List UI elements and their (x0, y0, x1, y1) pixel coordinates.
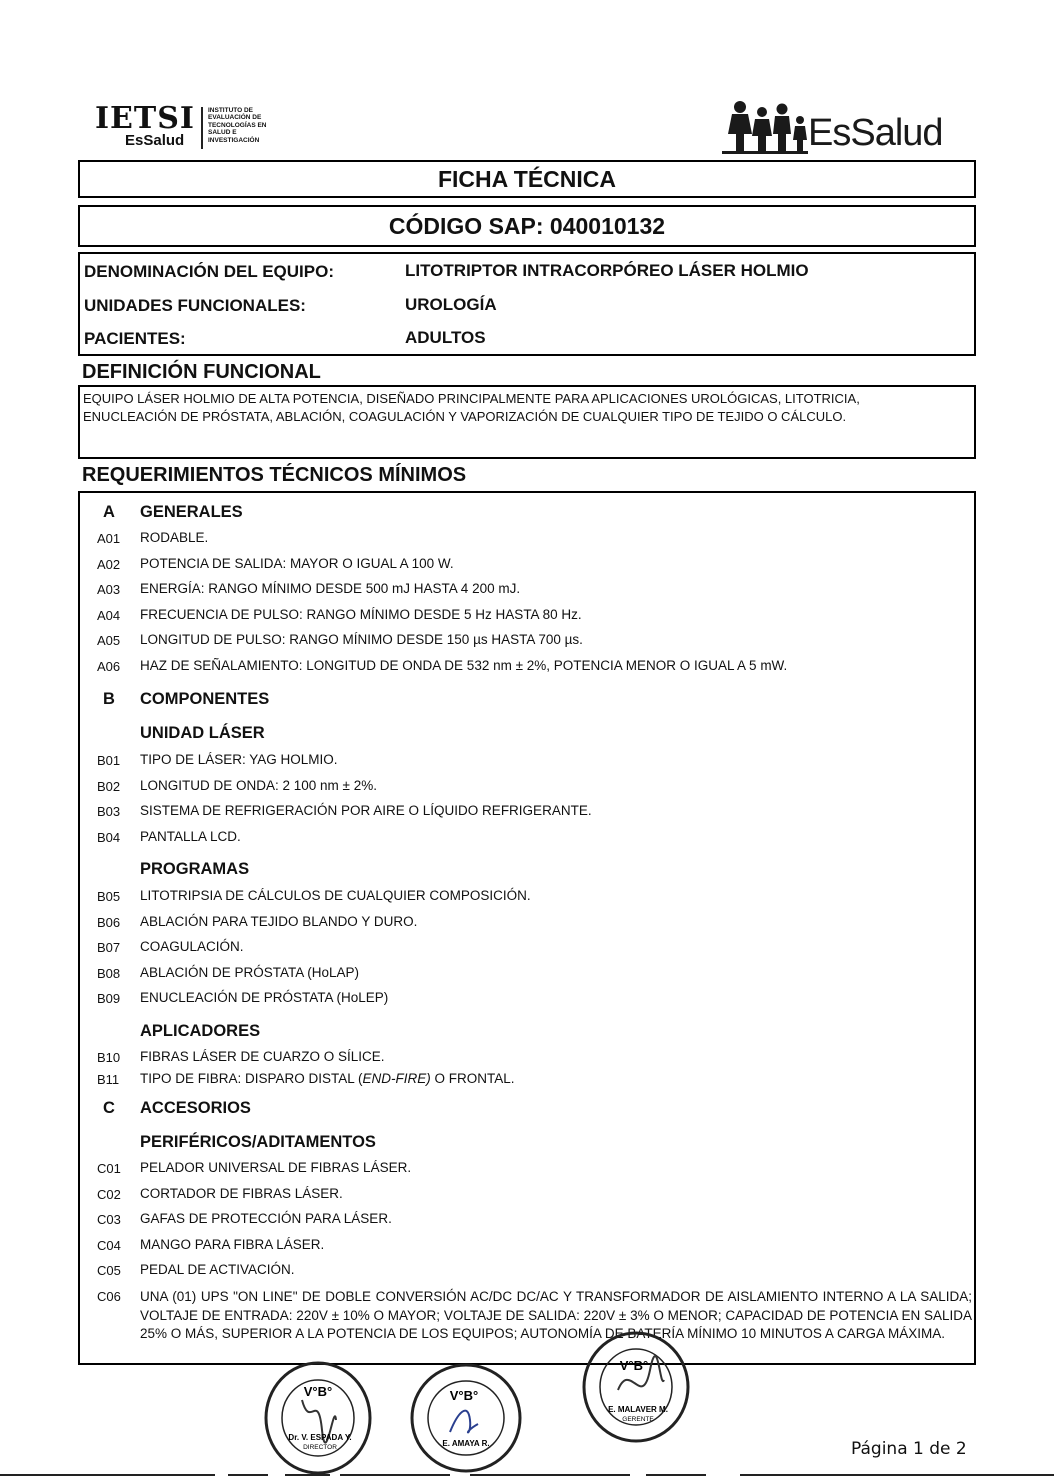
seal-name: Dr. V. ESPADA Y. (288, 1433, 352, 1442)
seal-vb-label: V°B° (619, 1358, 649, 1373)
seal-subgerente (408, 1362, 524, 1474)
seal-director (262, 1360, 374, 1476)
definicion-box (78, 385, 976, 459)
item-text: FIBRAS LÁSER DE CUARZO O SÍLICE. (140, 1049, 385, 1064)
unidades-value: UROLOGÍA (405, 295, 497, 314)
denominacion-label: DENOMINACIÓN DEL EQUIPO: (84, 262, 334, 281)
item-text: LITOTRIPSIA DE CÁLCULOS DE CUALQUIER COMPOSICIÓN. (140, 888, 531, 903)
item-text: PANTALLA LCD. (140, 829, 241, 844)
item-code: C06 (97, 1289, 121, 1304)
section-accesorios: ACCESORIOS (140, 1099, 251, 1117)
item-text: FRECUENCIA DE PULSO: RANGO MÍNIMO DESDE 5 Hz HASTA 80 Hz. (140, 607, 582, 622)
item-code: A02 (97, 557, 121, 572)
seal-name: E. AMAYA R. (442, 1439, 490, 1448)
page-number: Página 1 de 2 (851, 1439, 967, 1459)
section-componentes: COMPONENTES (140, 690, 270, 708)
definicion-title: DEFINICIÓN FUNCIONAL (82, 361, 321, 383)
item-code: A01 (97, 531, 121, 546)
seal-role: GERENTE (622, 1416, 654, 1423)
sap-code: CÓDIGO SAP: 040010132 (78, 205, 976, 247)
section-letter-a: A (103, 503, 115, 521)
pacientes-value: ADULTOS (405, 328, 486, 347)
item-code: C04 (97, 1238, 121, 1253)
item-text: ABLACIÓN PARA TEJIDO BLANDO Y DURO. (140, 914, 418, 929)
item-code: B08 (97, 966, 121, 981)
item-code: A04 (97, 608, 121, 623)
item-code: B09 (97, 991, 121, 1006)
item-text: MANGO PARA FIBRA LÁSER. (140, 1237, 325, 1252)
subsection-unidad-laser: UNIDAD LÁSER (140, 724, 265, 742)
page-bottom-edge (0, 1474, 1054, 1478)
item-code: B11 (97, 1072, 120, 1087)
item-code: B04 (97, 830, 121, 845)
seal-vb-label: V°B° (449, 1388, 479, 1403)
section-generales: GENERALES (140, 503, 243, 521)
item-code: C05 (97, 1263, 121, 1278)
item-text: POTENCIA DE SALIDA: MAYOR O IGUAL A 100 W. (140, 556, 454, 571)
denominacion-value: LITOTRIPTOR INTRACORPÓREO LÁSER HOLMIO (405, 261, 809, 280)
requerimientos-box (78, 491, 976, 1365)
item-text: CORTADOR DE FIBRAS LÁSER. (140, 1186, 343, 1201)
item-code: B06 (97, 915, 121, 930)
item-text: GAFAS DE PROTECCIÓN PARA LÁSER. (140, 1211, 392, 1226)
document-title: FICHA TÉCNICA (78, 160, 976, 198)
item-text: ENUCLEACIÓN DE PRÓSTATA (HoLEP) (140, 990, 389, 1005)
item-code: B07 (97, 940, 121, 955)
item-text: ENERGÍA: RANGO MÍNIMO DESDE 500 mJ HASTA 4 200 mJ. (140, 581, 521, 596)
item-code: C02 (97, 1187, 121, 1202)
seal-gerente (580, 1330, 692, 1444)
item-text: PELADOR UNIVERSAL DE FIBRAS LÁSER. (140, 1160, 412, 1175)
seal-role: DIRECTOR (303, 1444, 337, 1451)
item-text: UNA (01) UPS "ON LINE" DE DOBLE CONVERSIÓN AC/DC DC/AC Y TRANSFORMADOR DE AISLAMIENTO INTERNO A LA SALIDA; VOLTAJE DE ENTRADA: 220V ± 10% O MAYOR; VOLTAJE DE SALIDA: 220V ± 3% O MENOR; CAPACIDAD DE POTENCIA EN SALIDA 25% O MÁS, SUPERIOR A LA POTENCIA DE LOS EQUIPOS; AUTONOMÍA DE BATERÍA MÍNIMO 10 MINUTOS A CARGA MÁXIMA. (140, 1289, 972, 1341)
essalud-logo: EsSalud (808, 112, 943, 154)
item-text: PEDAL DE ACTIVACIÓN. (140, 1262, 295, 1277)
item-text: TIPO DE LÁSER: YAG HOLMIO. (140, 752, 338, 767)
item-code: B10 (97, 1050, 121, 1065)
subsection-programas: PROGRAMAS (140, 860, 250, 878)
section-letter-c: C (103, 1099, 115, 1117)
unidades-label: UNIDADES FUNCIONALES: (84, 296, 306, 315)
item-code: B01 (97, 753, 121, 768)
seal-vb-label: V°B° (303, 1384, 333, 1399)
definicion-text: EQUIPO LÁSER HOLMIO DE ALTA POTENCIA, DISEÑADO PRINCIPALMENTE PARA APLICACIONES UROLÓGICAS, LITOTRICIA, ENUCLEACIÓN DE PRÓSTATA, ABLACIÓN, COAGULACIÓN Y VAPORIZACIÓN DE CUALQUIER TIPO DE TEJIDO O CÁLCULO. (83, 391, 860, 424)
section-letter-b: B (103, 690, 115, 708)
item-text: COAGULACIÓN. (140, 939, 244, 954)
item-text: SISTEMA DE REFRIGERACIÓN POR AIRE O LÍQUIDO REFRIGERANTE. (140, 803, 592, 818)
subsection-perifericos: PERIFÉRICOS/ADITAMENTOS (140, 1133, 376, 1151)
item-text: LONGITUD DE ONDA: 2 100 nm ± 2%. (140, 778, 377, 793)
item-text: LONGITUD DE PULSO: RANGO MÍNIMO DESDE 150 µs HASTA 700 µs. (140, 632, 583, 647)
item-code: C01 (97, 1161, 121, 1176)
item-code: B02 (97, 779, 121, 794)
ietsi-logo-divider (201, 107, 203, 149)
ietsi-logo-sub: EsSalud (125, 132, 185, 149)
item-code: B05 (97, 889, 121, 904)
ietsi-logo: IETSI (95, 101, 195, 136)
seal-name: E. MALAVER M. (608, 1405, 668, 1414)
item-code: C03 (97, 1212, 121, 1227)
pacientes-label: PACIENTES: (84, 329, 186, 348)
item-code: A03 (97, 582, 121, 597)
item-text: TIPO DE FIBRA: DISPARO DISTAL (END-FIRE) O FRONTAL. (140, 1071, 515, 1086)
item-code: B03 (97, 804, 121, 819)
item-text: HAZ DE SEÑALAMIENTO: LONGITUD DE ONDA DE 532 nm ± 2%, POTENCIA MENOR O IGUAL A 5 mW. (140, 658, 788, 673)
item-code: A05 (97, 633, 121, 648)
ietsi-institute-text: INSTITUTO DE EVALUACIÓN DE TECNOLOGÍAS EN SALUD E INVESTIGACIÓN (208, 107, 267, 144)
subsection-aplicadores: APLICADORES (140, 1022, 261, 1040)
item-text: RODABLE. (140, 530, 209, 545)
item-code: A06 (97, 659, 121, 674)
item-text: ABLACIÓN DE PRÓSTATA (HoLAP) (140, 965, 360, 980)
essalud-family-icon (722, 100, 808, 154)
requerimientos-title: REQUERIMIENTOS TÉCNICOS MÍNIMOS (82, 464, 467, 486)
equipment-info-box (78, 252, 976, 356)
